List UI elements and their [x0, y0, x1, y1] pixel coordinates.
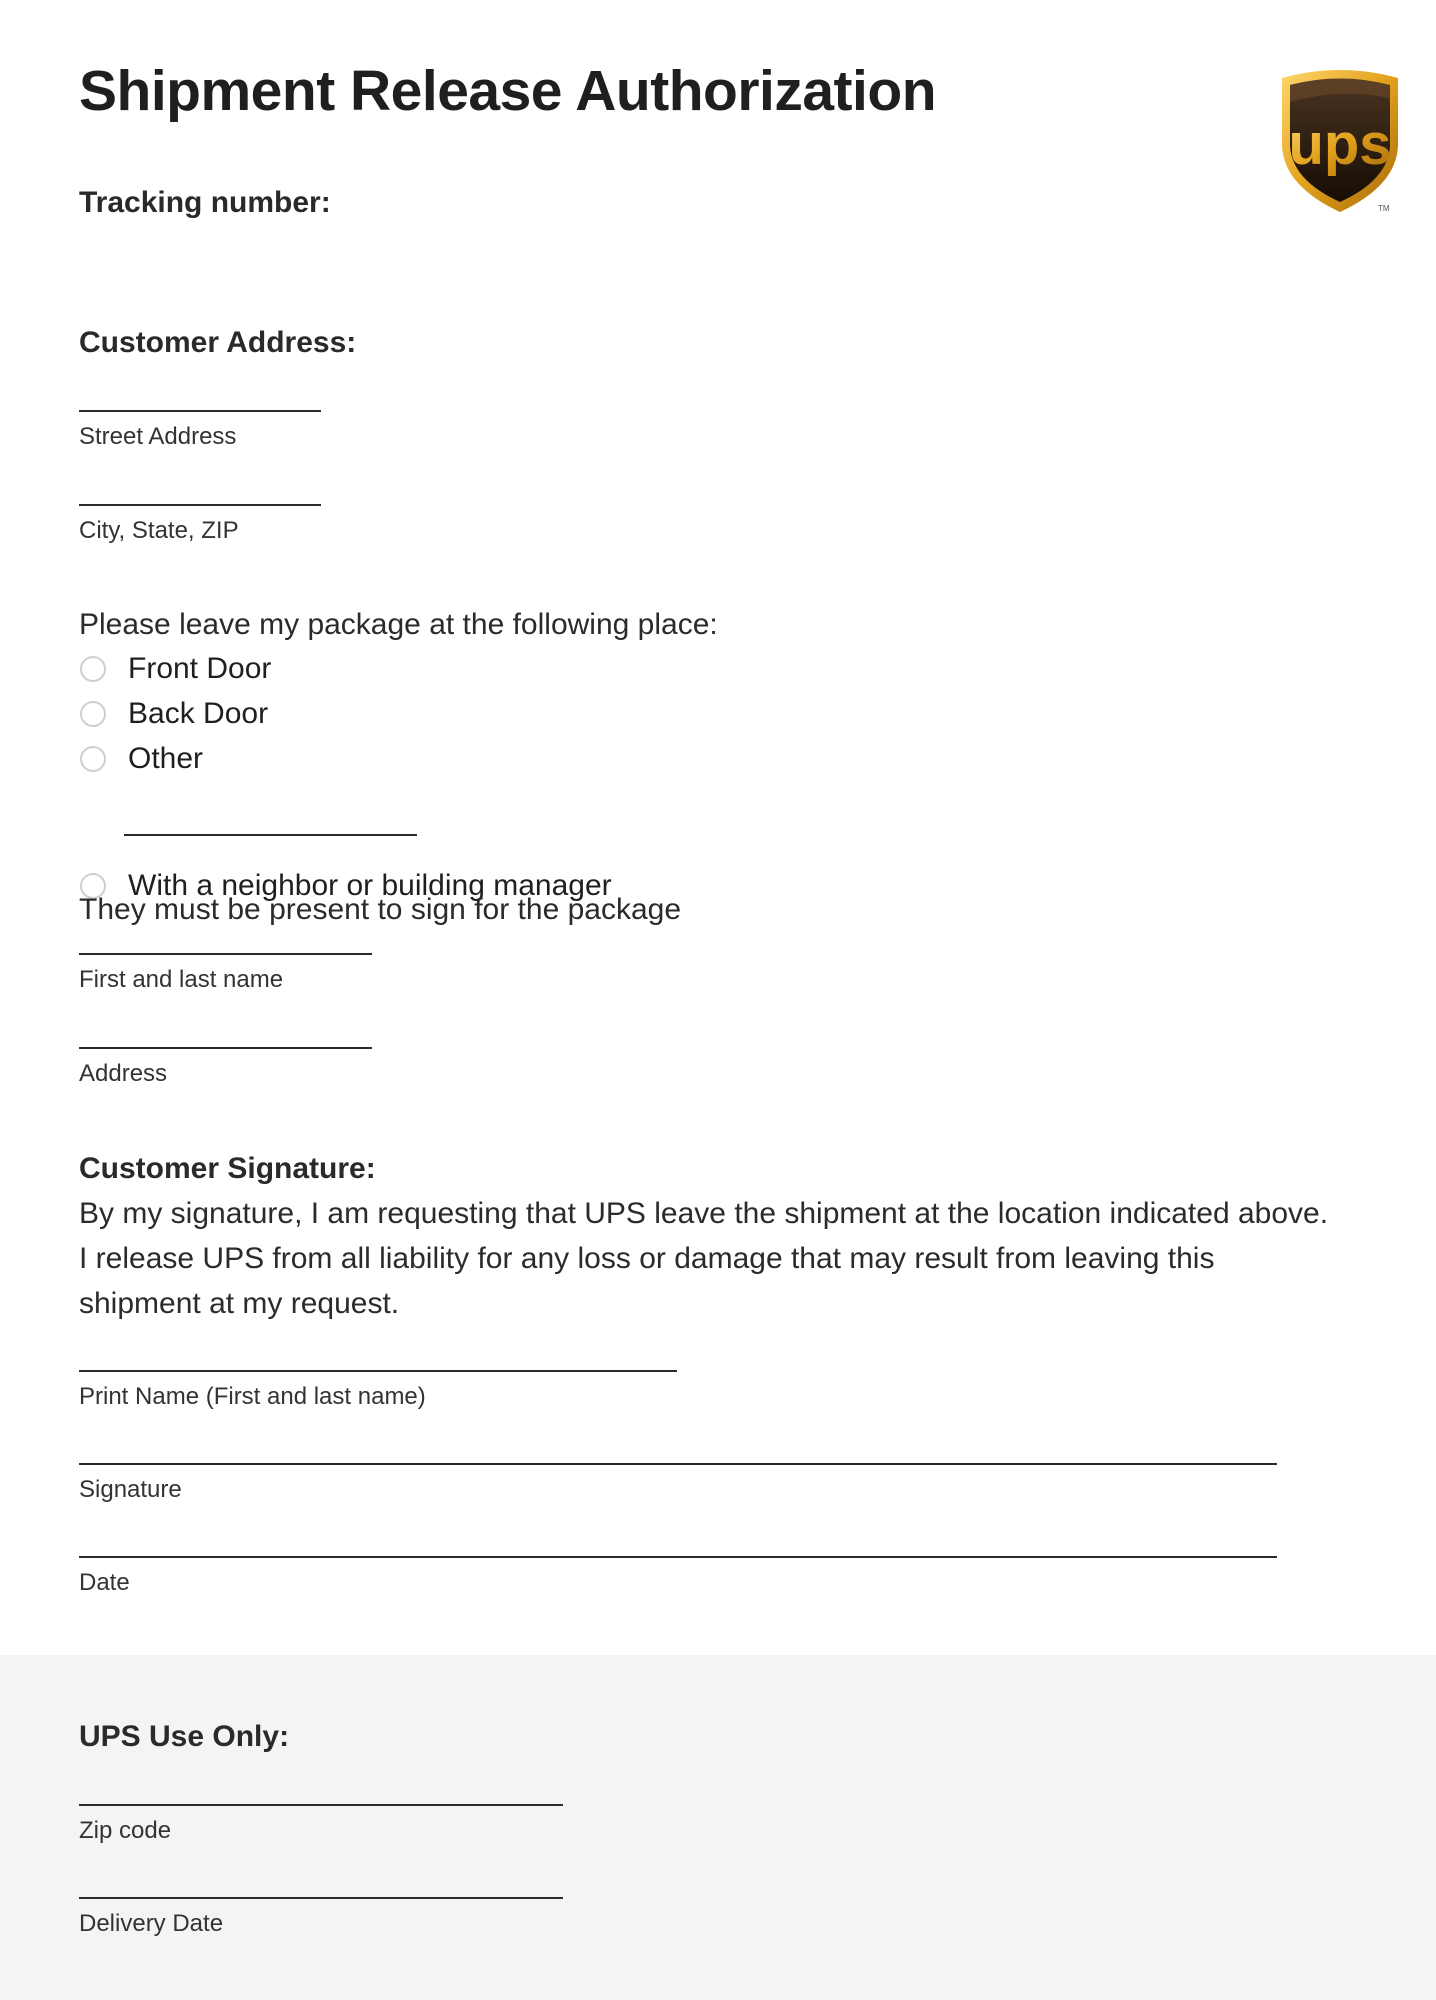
page-title: Shipment Release Authorization: [79, 59, 937, 123]
svg-text:ups: ups: [1288, 112, 1392, 177]
signature-statement-line: shipment at my request.: [79, 1287, 400, 1320]
ups-logo-wordmark: [1288, 112, 1391, 177]
neighbor-address-field[interactable]: [79, 1047, 372, 1049]
neighbor-note: They must be present to sign for the package: [79, 893, 682, 926]
customer-address-label: Customer Address:: [79, 326, 357, 359]
leave-package-prompt: Please leave my package at the following place:: [79, 608, 718, 641]
street-address-field[interactable]: [79, 410, 321, 412]
city-state-zip-field[interactable]: [79, 504, 321, 506]
date-field[interactable]: [79, 1556, 1277, 1558]
other-location-field[interactable]: [124, 834, 417, 836]
trademark-mark: TM: [1378, 204, 1390, 213]
ups-use-only-label: UPS Use Only:: [79, 1720, 290, 1753]
ups-logo: [1278, 68, 1402, 216]
date-caption: Date: [79, 1569, 130, 1596]
front-door-label: Front Door: [128, 652, 272, 685]
street-address-caption: Street Address: [79, 423, 237, 450]
ups-use-only-panel: [0, 1655, 1436, 2000]
customer-signature-label: Customer Signature:: [79, 1152, 376, 1185]
address-caption: Address: [79, 1060, 168, 1087]
delivery-date-field[interactable]: [79, 1897, 563, 1899]
tracking-number-label: Tracking number:: [79, 186, 331, 219]
zip-code-caption: Zip code: [79, 1817, 172, 1844]
other-label: Other: [128, 742, 204, 775]
back-door-radio[interactable]: [80, 701, 106, 727]
back-door-label: Back Door: [128, 697, 269, 730]
other-radio[interactable]: [80, 746, 106, 772]
signature-statement: [79, 1191, 1399, 1326]
first-last-name-caption: First and last name: [79, 966, 284, 993]
neighbor-label: With a neighbor or building manager: [128, 869, 612, 902]
print-name-field[interactable]: [79, 1370, 677, 1372]
signature-statement-line: I release UPS from all liability for any loss or damage that may result from leaving this: [79, 1242, 1215, 1275]
print-name-caption: Print Name (First and last name): [79, 1383, 426, 1410]
city-state-zip-caption: City, State, ZIP: [79, 517, 239, 544]
neighbor-name-field[interactable]: [79, 953, 372, 955]
signature-statement-line: By my signature, I am requesting that UPS leave the shipment at the location indicated above.: [79, 1197, 1329, 1230]
delivery-date-caption: Delivery Date: [79, 1910, 224, 1937]
zip-code-field[interactable]: [79, 1804, 563, 1806]
signature-caption: Signature: [79, 1476, 182, 1503]
front-door-radio[interactable]: [80, 656, 106, 682]
signature-field[interactable]: [79, 1463, 1277, 1465]
